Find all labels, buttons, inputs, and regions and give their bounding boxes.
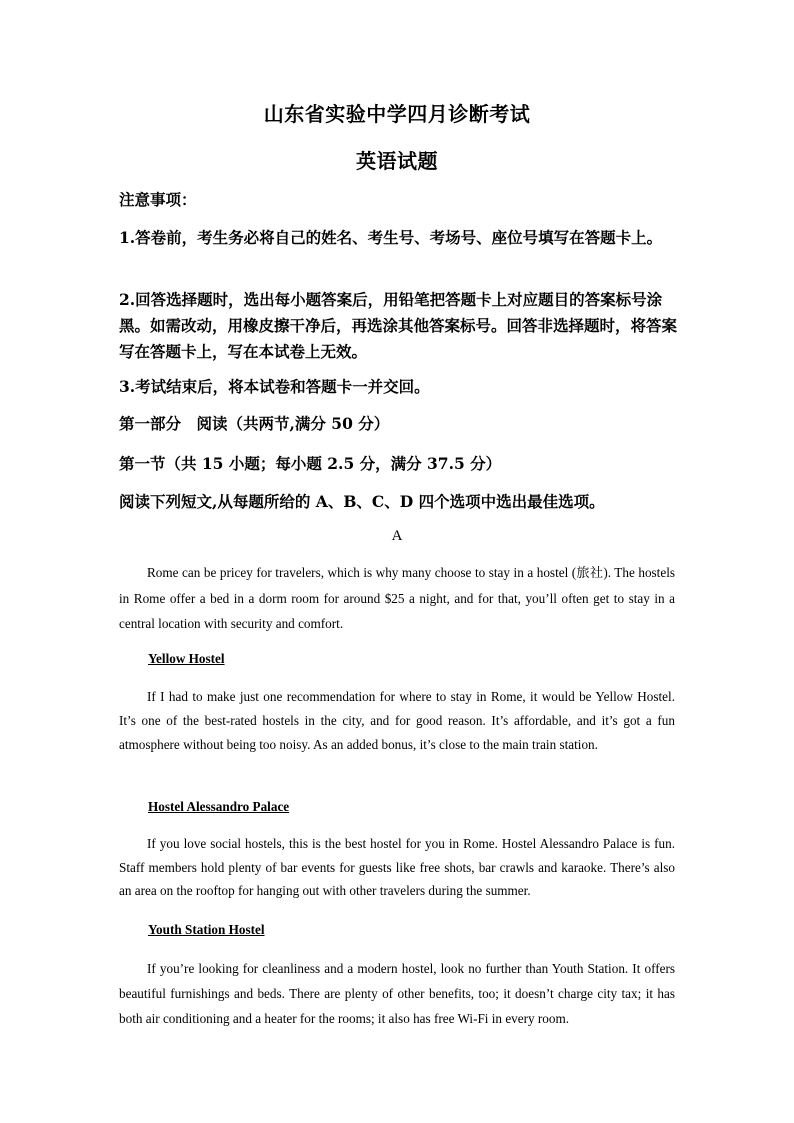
exam-title: 山东省实验中学四月诊断考试	[263, 102, 531, 126]
passage-letter: A	[391, 528, 403, 544]
hostel-text-alessandro: If you love social hostels, this is the best hostel for you in Rome. Hostel Alessandro Palace is fun. Staff members hold plenty of bar events for guests like free shots, bar crawls and karaoke. There’s also an area on the rooftop for hanging out with other travelers during the summer.	[119, 836, 675, 898]
hostel-heading-alessandro: Hostel Alessandro Palace	[148, 799, 290, 814]
hostel-heading-youth-station: Youth Station Hostel	[148, 922, 265, 937]
hostel-heading-yellow: Yellow Hostel	[148, 651, 225, 666]
section-heading: 第一节（共 15 小题；每小题 2.5 分，满分 37.5 分）	[119, 454, 502, 473]
notice-item-2: 2.回答选择题时，选出每小题答案后，用铅笔把答题卡上对应题目的答案标号涂黑。如需改动，用橡皮擦干净后，再选涂其他答案标号。回答非选择题时，将答案写在答题卡上，写在本试卷上无效。	[119, 290, 678, 361]
notice-item-3: 3.考试结束后，将本试卷和答题卡一并交回。	[119, 377, 430, 396]
instruction-text: 阅读下列短文,从每题所给的 A、B、C、D 四个选项中选出最佳选项。	[119, 492, 605, 511]
notice-item-1: 1.答卷前，考生务必将自己的姓名、考生号、考场号、座位号填写在答题卡上。	[119, 228, 663, 247]
exam-subtitle: 英语试题	[356, 149, 438, 173]
hostel-text-youth-station: If you’re looking for cleanliness and a modern hostel, look no further than Youth Station. It offers beautiful furnishings and beds. There are plenty of other benefits, too; it doesn’t charge city tax; it has both air conditioning and a heater for the rooms; it also has free Wi-Fi in every room.	[119, 961, 675, 1026]
part-heading: 第一部分 阅读（共两节,满分 50 分）	[119, 414, 390, 433]
notice-heading: 注意事项：	[119, 190, 197, 209]
passage-intro: Rome can be pricey for travelers, which is why many choose to stay in a hostel (旅社). The hostels in Rome offer a bed in a dorm room for around $25 a night, and for that, you’ll often get to stay in a central location with security and comfort.	[119, 565, 675, 631]
hostel-text-yellow: If I had to make just one recommendation for where to stay in Rome, it would be Yellow Hostel. It’s one of the best-rated hostels in the city, and for good reason. It’s affordable, and it’s got a fun atmosphere without being too noisy. As an added bonus, it’s close to the main train station.	[119, 689, 675, 752]
